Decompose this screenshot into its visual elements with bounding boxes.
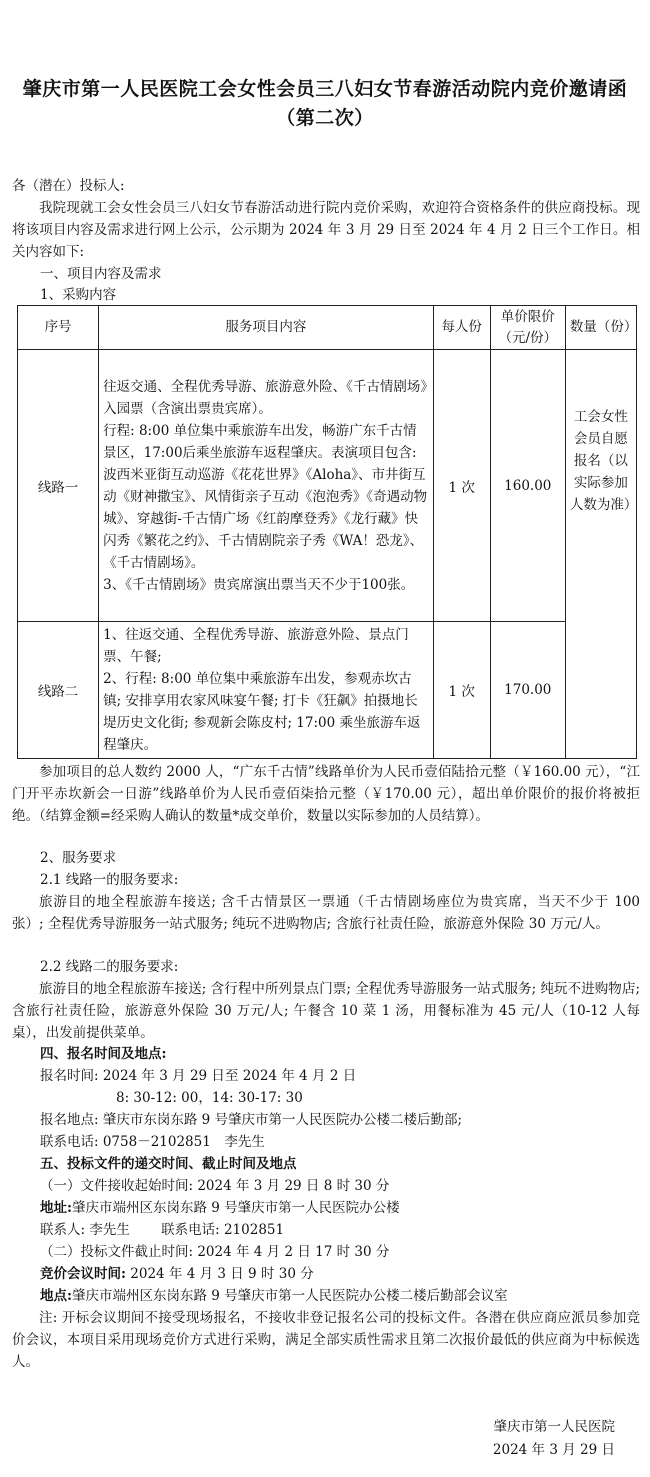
route2-req-heading: 2.2 线路二的服务要求:	[40, 959, 179, 975]
receive-start: （一）文件接收起始时间: 2024 年 3 月 29 日 8 时 30 分	[40, 1178, 390, 1194]
reg-place: 报名地点: 肇庆市东岗东路 9 号肇庆市第一人民医院办公楼二楼后勤部;	[40, 1112, 463, 1128]
route-content	[99, 622, 434, 759]
route-times: 1 次	[433, 350, 490, 622]
deadline-line: （二）投标文件截止时间: 2024 年 4 月 2 日 17 时 30 分	[40, 1244, 390, 1260]
table-header-row	[18, 306, 637, 350]
reg-phone: 联系电话: 0758－2102851 李先生	[40, 1134, 265, 1150]
route1-req: 旅游目的地全程旅游车接送; 含千古情景区一票通（千古情剧场座位为贵宾席，当天不少于 100 张）; 全程优秀导游服务一站式服务; 纯玩不进购物店; 含旅行社责任险，旅游意外保险 30 万元/人。	[12, 894, 640, 932]
quantity-note: 工会女性会员自愿报名（以实际参加人数为准）	[565, 350, 636, 759]
address-line	[40, 1197, 650, 1219]
meeting-place-line	[40, 1285, 650, 1307]
route-name: 线路一	[18, 350, 99, 622]
table-row	[18, 350, 637, 622]
reg-time: 报名时间: 2024 年 3 月 29 日至 2024 年 4 月 2 日	[40, 1068, 357, 1084]
section1-heading: 一、项目内容及需求	[40, 266, 162, 282]
total-note: 参加项目的总人数约 2000 人，“广东千古情”线路单价为人民币壹佰陆拾元整（￥160.00 元），“江门开平赤坎新会一日游”线路单价为人民币壹佰柒拾元整（￥170.00 元），超出单价限价的报价将被拒绝。（结算金额=经采购人确认的数量*成交单价，数量以实际参加的人员结算）。	[12, 764, 640, 824]
route-content-line: 行程: 8:00 单位集中乘旅游车出发，畅游广东千古情景区，17:00后乘坐旅游车返程肇庆。表演项目包含: 波西米亚街互动巡游《花花世界》《Aloha》、市井街互动《财神撒宝》、风情街亲子互动《泡泡秀》《奇遇动物城》、穿越街-千古情广场《红韵摩登秀》《龙行藏》快闪秀《繁花之约》、千古情剧院亲子秀《WA！恐龙》、《千古情剧场》。	[103, 422, 428, 571]
route-content-line: 3、《千古情剧场》贵宾席演出票当天不少于100张。	[103, 576, 415, 593]
route-price: 160.00	[490, 350, 565, 622]
doc-subtitle: （第二次）	[276, 107, 374, 129]
reg-hours: 8: 30-12: 00，14: 30-17: 30	[116, 1090, 303, 1106]
address-value: 肇庆市端州区东岗东路 9 号肇庆市第一人民医院办公楼	[71, 1200, 400, 1216]
route-content	[99, 350, 434, 622]
header-times: 每人份	[433, 306, 490, 350]
route-name: 线路二	[18, 622, 99, 759]
route2-req: 旅游目的地全程旅游车接送; 含行程中所列景点门票; 全程优秀导游服务一站式服务; 纯玩不进购物店; 含旅行社责任险，旅游意外保险 30 万元/人; 午餐含 10 菜 1 汤，用餐标准为 45 元/人（10-12 人每桌），出发前提供菜单。	[12, 981, 640, 1041]
header-qty: 数量（份）	[565, 306, 636, 350]
meeting-place-label: 地点:	[40, 1288, 72, 1304]
meeting-time-line	[40, 1263, 650, 1285]
route-price: 170.00	[490, 622, 565, 759]
service-heading: 2、服务要求	[40, 850, 117, 866]
route-content-line: 2、行程: 8:00 单位集中乘旅游车出发，参观赤坎古镇; 安排享用农家风味宴午餐; 打卡《狂飙》拍摄地长堤历史文化街; 参观新会陈皮村; 17:00 乘坐旅游车返程肇庆。	[103, 671, 421, 753]
doc-title: 肇庆市第一人民医院工会女性会员三八妇女节春游活动院内竞价邀请函	[22, 78, 628, 100]
meeting-time: 2024 年 4 月 3 日 9 时 30 分	[125, 1266, 314, 1282]
header-no: 序号	[18, 306, 99, 350]
intro-paragraph: 我院现就工会女性会员三八妇女节春游活动进行院内竞价采购，欢迎符合资格条件的供应商投标。现将该项目内容及需求进行网上公示，公示期为 2024 年 3 月 29 日至 2024 年 4 月 2 日三个工作日。相关内容如下:	[12, 200, 640, 260]
note-paragraph: 注: 开标会议期间不接受现场报名，不接收非登记报名公司的投标文件。各潜在供应商应派员参加竞价会议，本项目采用现场竞价方式进行采购，满足全部实质性需求且第二次报价最低的供应商为中标候选人。	[12, 1310, 640, 1370]
header-content: 服务项目内容	[99, 306, 434, 350]
meeting-place: 肇庆市端州区东岗东路 9 号肇庆市第一人民医院办公楼二楼后勤部会议室	[71, 1288, 508, 1304]
procurement-table	[17, 305, 637, 759]
meeting-label: 竞价会议时间:	[40, 1266, 126, 1282]
section1-sub1: 1、采购内容	[40, 287, 117, 303]
section5-heading: 五、投标文件的递交时间、截止时间及地点	[40, 1156, 297, 1172]
route-content-line: 1、往返交通、全程优秀导游、旅游意外险、景点门票、午餐;	[103, 627, 409, 665]
route-times: 1 次	[433, 622, 490, 759]
signature-org: 肇庆市第一人民医院	[493, 1419, 615, 1435]
salutation: 各（潜在）投标人:	[12, 178, 125, 194]
route-content-line: 往返交通、全程优秀导游、旅游意外险、《千古情剧场》入园票（含演出票贵宾席）。	[103, 378, 428, 417]
section4-heading: 四、报名时间及地点:	[40, 1046, 167, 1062]
table-row	[18, 622, 637, 759]
contact-line: 联系人: 李先生 联系电话: 2102851	[40, 1222, 285, 1238]
address-label: 地址:	[40, 1200, 72, 1216]
signature-date: 2024 年 3 月 29 日	[492, 1442, 615, 1458]
header-price: 单价限价（元/份）	[490, 306, 565, 350]
route1-req-heading: 2.1 线路一的服务要求:	[40, 872, 179, 888]
